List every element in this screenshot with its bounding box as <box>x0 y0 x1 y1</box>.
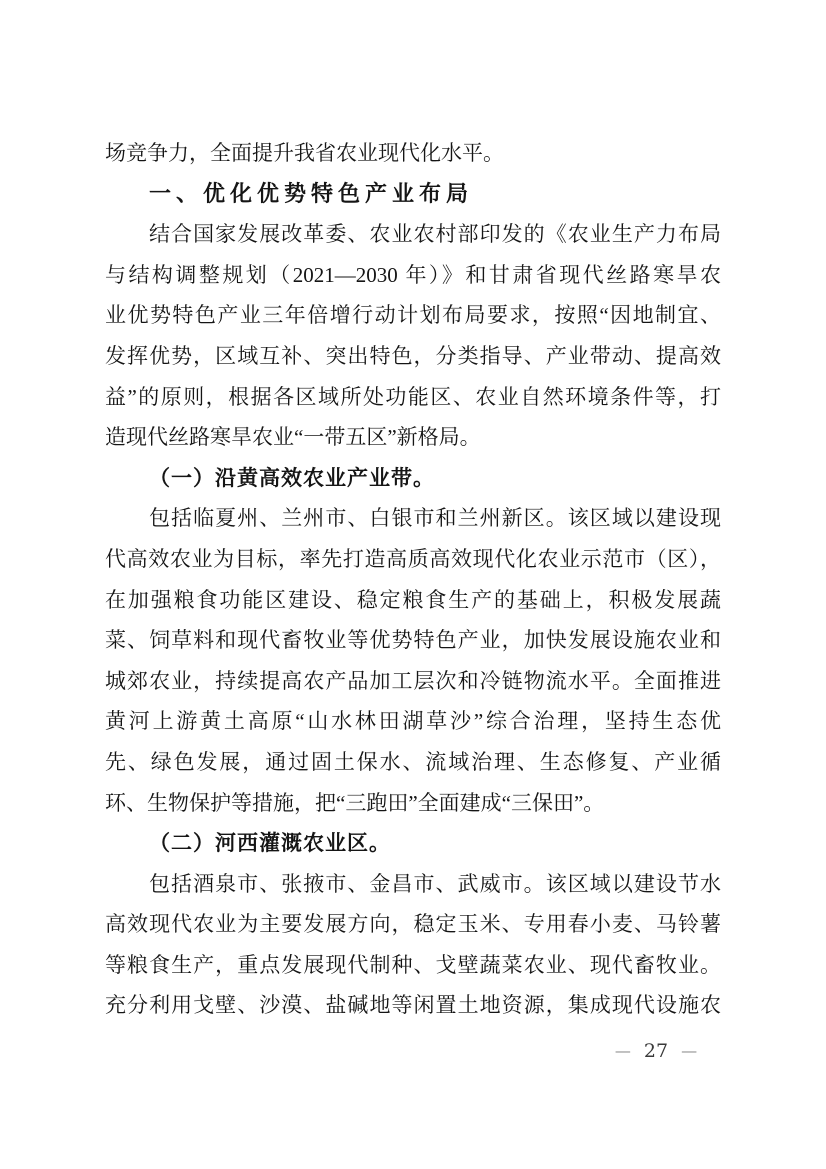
text-line: 城郊农业，持续提高农产品加工层次和冷链物流水平。全面推进 <box>105 668 721 693</box>
text-line: 先、绿色发展，通过固土保水、流域治理、生态修复、产业循 <box>105 749 721 774</box>
text-line: 益”的原则，根据各区域所处功能区、农业自然环境条件等，打 <box>105 384 721 409</box>
text-line: 菜、饲草料和现代畜牧业等优势特色产业，加快发展设施农业和 <box>105 628 721 653</box>
text-line: 结合国家发展改革委、农业农村部印发的《农业生产力布局 <box>149 222 721 247</box>
text-line: 业优势特色产业三年倍增行动计划布局要求，按照“因地制宜、 <box>105 303 721 328</box>
document-body <box>105 133 721 1026</box>
text-line: 包括临夏州、兰州市、白银市和兰州新区。该区域以建设现 <box>149 506 721 531</box>
footer-dash-right: — <box>681 1041 698 1060</box>
text-line: 在加强粮食功能区建设、稳定粮食生产的基础上，积极发展蔬 <box>105 587 721 612</box>
footer-dash-left: — <box>614 1041 631 1060</box>
text-line: 高效现代农业为主要发展方向，稳定玉米、专用春小麦、马铃薯 <box>105 912 721 937</box>
text-line: 发挥优势，区域互补、突出特色，分类指导、产业带动、提高效 <box>105 343 721 368</box>
heading-level-1: 一、优化优势特色产业布局 <box>149 180 474 206</box>
page-number: 27 <box>643 1039 669 1062</box>
text-line: 造现代丝路寒旱农业“一带五区”新格局。 <box>105 425 481 450</box>
text-line: 代高效农业为目标，率先打造高质高效现代化农业示范市（区）， <box>105 546 721 571</box>
text-line: 场竞争力，全面提升我省农业现代化水平。 <box>105 141 504 165</box>
page-footer <box>598 1036 714 1066</box>
heading-section-2: （二）河西灌溉农业区。 <box>149 831 391 856</box>
text-line: 包括酒泉市、张掖市、金昌市、武威市。该区域以建设节水 <box>149 871 721 896</box>
text-line: 黄河上游黄土高原“山水林田湖草沙”综合治理，坚持生态优 <box>105 709 721 734</box>
text-line: 充分利用戈壁、沙漠、盐碱地等闲置土地资源，集成现代设施农 <box>105 993 721 1018</box>
text-line: 与结构调整规划（2021—2030 年）》和甘肃省现代丝路寒旱农 <box>105 262 721 287</box>
text-line: 等粮食生产，重点发展现代制种、戈壁蔬菜农业、现代畜牧业。 <box>105 952 721 977</box>
text-line: 环、生物保护等措施，把“三跑田”全面建成“三保田”。 <box>105 790 605 815</box>
heading-section-1: （一）沿黄高效农业产业带。 <box>149 465 435 490</box>
